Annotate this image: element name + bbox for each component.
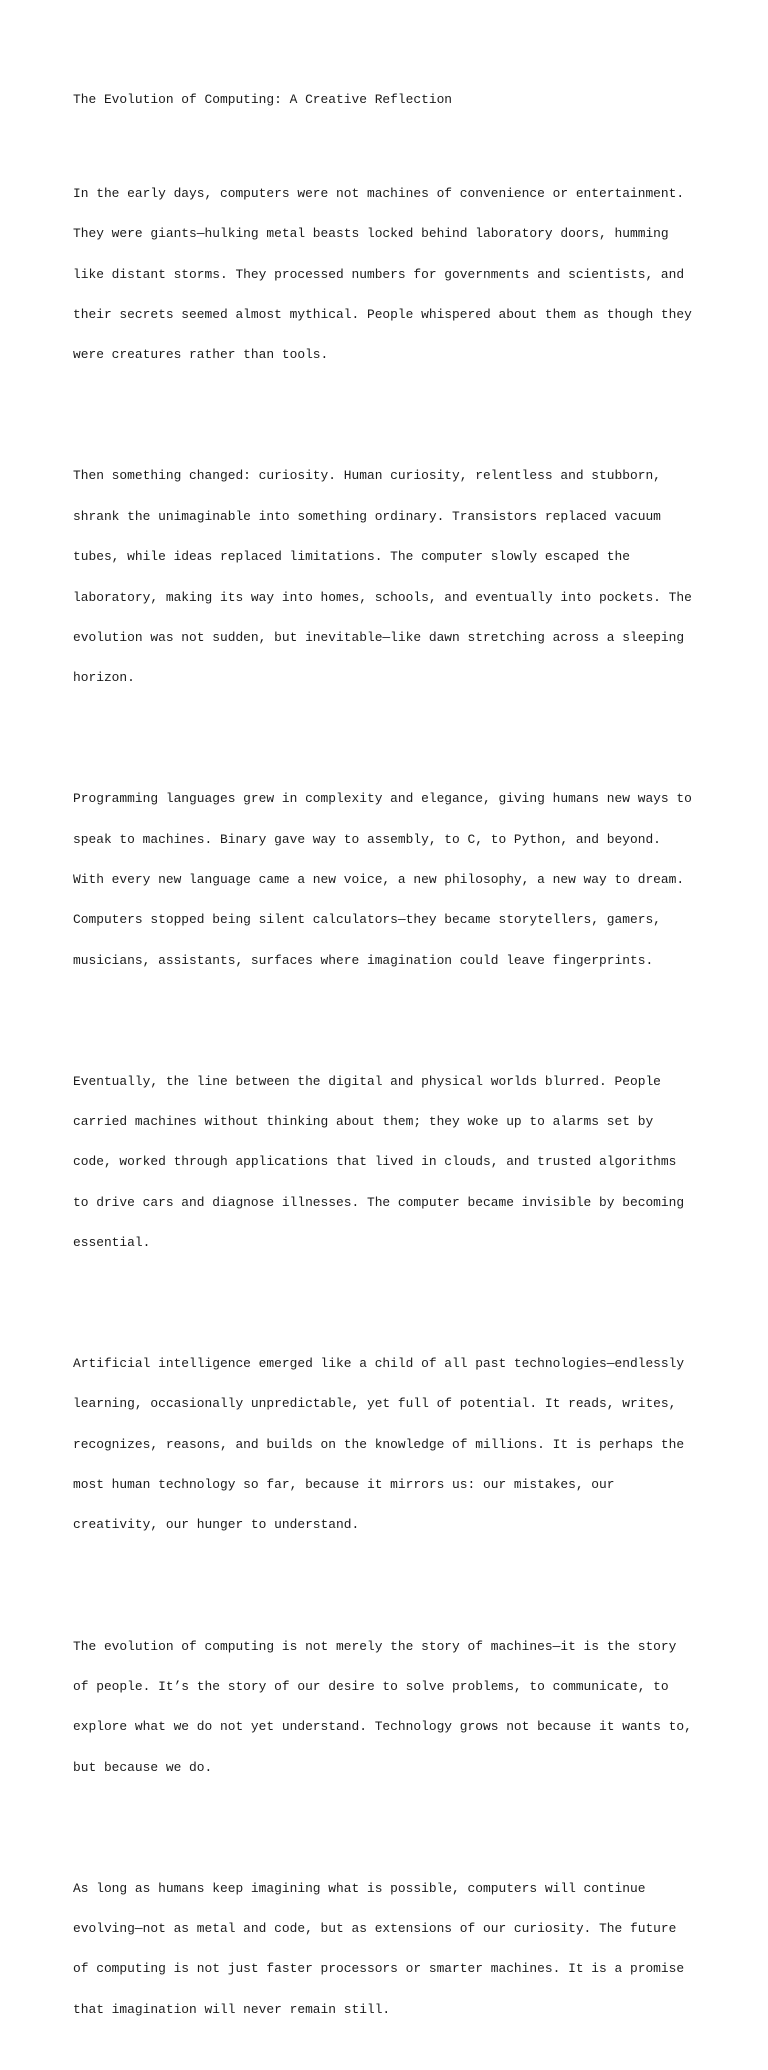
document-page xyxy=(73,66,753,2070)
text-line: carried machines without thinking about them; they woke up to alarms set by xyxy=(73,1114,654,1130)
text-line: They were giants—hulking metal beasts locked behind laboratory doors, humming xyxy=(73,226,669,242)
text-line: evolution was not sudden, but inevitable—like dawn stretching across a sleeping xyxy=(73,629,685,645)
paragraph-4 xyxy=(73,1048,753,1277)
text-line: horizon. xyxy=(73,670,135,686)
text-line: explore what we do not yet understand. Technology grows not because it wants to, xyxy=(73,1719,692,1735)
text-line: speak to machines. Binary gave way to assembly, to C, to Python, and beyond. xyxy=(73,831,661,847)
text-line: As long as humans keep imagining what is possible, computers will continue xyxy=(73,1880,646,1896)
text-line: shrank the unimaginable into something ordinary. Transistors replaced vacuum xyxy=(73,508,661,524)
text-line: learning, occasionally unpredictable, yet full of potential. It reads, writes, xyxy=(73,1396,677,1412)
text-line: Programming languages grew in complexity and elegance, giving humans new ways to xyxy=(73,791,692,807)
paragraph-1 xyxy=(73,160,753,389)
text-line: creativity, our hunger to understand. xyxy=(73,1517,360,1533)
text-line: musicians, assistants, surfaces where imagination could leave fingerprints. xyxy=(73,952,654,968)
paragraph-3 xyxy=(73,765,753,994)
text-line: Computers stopped being silent calculators—they became storytellers, gamers, xyxy=(73,912,661,928)
text-line: With every new language came a new voice, a new philosophy, a new way to dream. xyxy=(73,871,685,887)
text-line: code, worked through applications that lived in clouds, and trusted algorithms xyxy=(73,1154,677,1170)
document-title: The Evolution of Computing: A Creative Reflection xyxy=(73,91,453,107)
text-line: essential. xyxy=(73,1235,151,1251)
text-line: recognizes, reasons, and builds on the knowledge of millions. It is perhaps the xyxy=(73,1436,685,1452)
text-line: that imagination will never remain still. xyxy=(73,2001,391,2017)
text-line: evolving—not as metal and code, but as extensions of our curiosity. The future xyxy=(73,1920,677,1936)
text-line: but because we do. xyxy=(73,1759,213,1775)
text-line: tubes, while ideas replaced limitations. The computer slowly escaped the xyxy=(73,549,630,565)
paragraph-6 xyxy=(73,1613,753,1801)
text-line: to drive cars and diagnose illnesses. The computer became invisible by becoming xyxy=(73,1194,685,1210)
text-line: laboratory, making its way into homes, schools, and eventually into pockets. The xyxy=(73,589,692,605)
paragraph-2 xyxy=(73,443,753,712)
paragraph-7 xyxy=(73,1855,753,2043)
text-line: In the early days, computers were not machines of convenience or entertainment. xyxy=(73,186,685,202)
paragraph-5 xyxy=(73,1330,753,1559)
text-line: most human technology so far, because it mirrors us: our mistakes, our xyxy=(73,1477,615,1493)
text-line: of people. It’s the story of our desire to solve problems, to communicate, to xyxy=(73,1678,669,1694)
text-line: were creatures rather than tools. xyxy=(73,347,329,363)
text-line: Eventually, the line between the digital and physical worlds blurred. People xyxy=(73,1073,661,1089)
text-line: Then something changed: curiosity. Human curiosity, relentless and stubborn, xyxy=(73,468,661,484)
text-line: The evolution of computing is not merely the story of machines—it is the story xyxy=(73,1638,677,1654)
text-line: like distant storms. They processed numbers for governments and scientists, and xyxy=(73,266,685,282)
text-line: of computing is not just faster processors or smarter machines. It is a promise xyxy=(73,1961,685,1977)
text-line: their secrets seemed almost mythical. People whispered about them as though they xyxy=(73,307,692,323)
text-line: Artificial intelligence emerged like a child of all past technologies—endlessly xyxy=(73,1356,685,1372)
